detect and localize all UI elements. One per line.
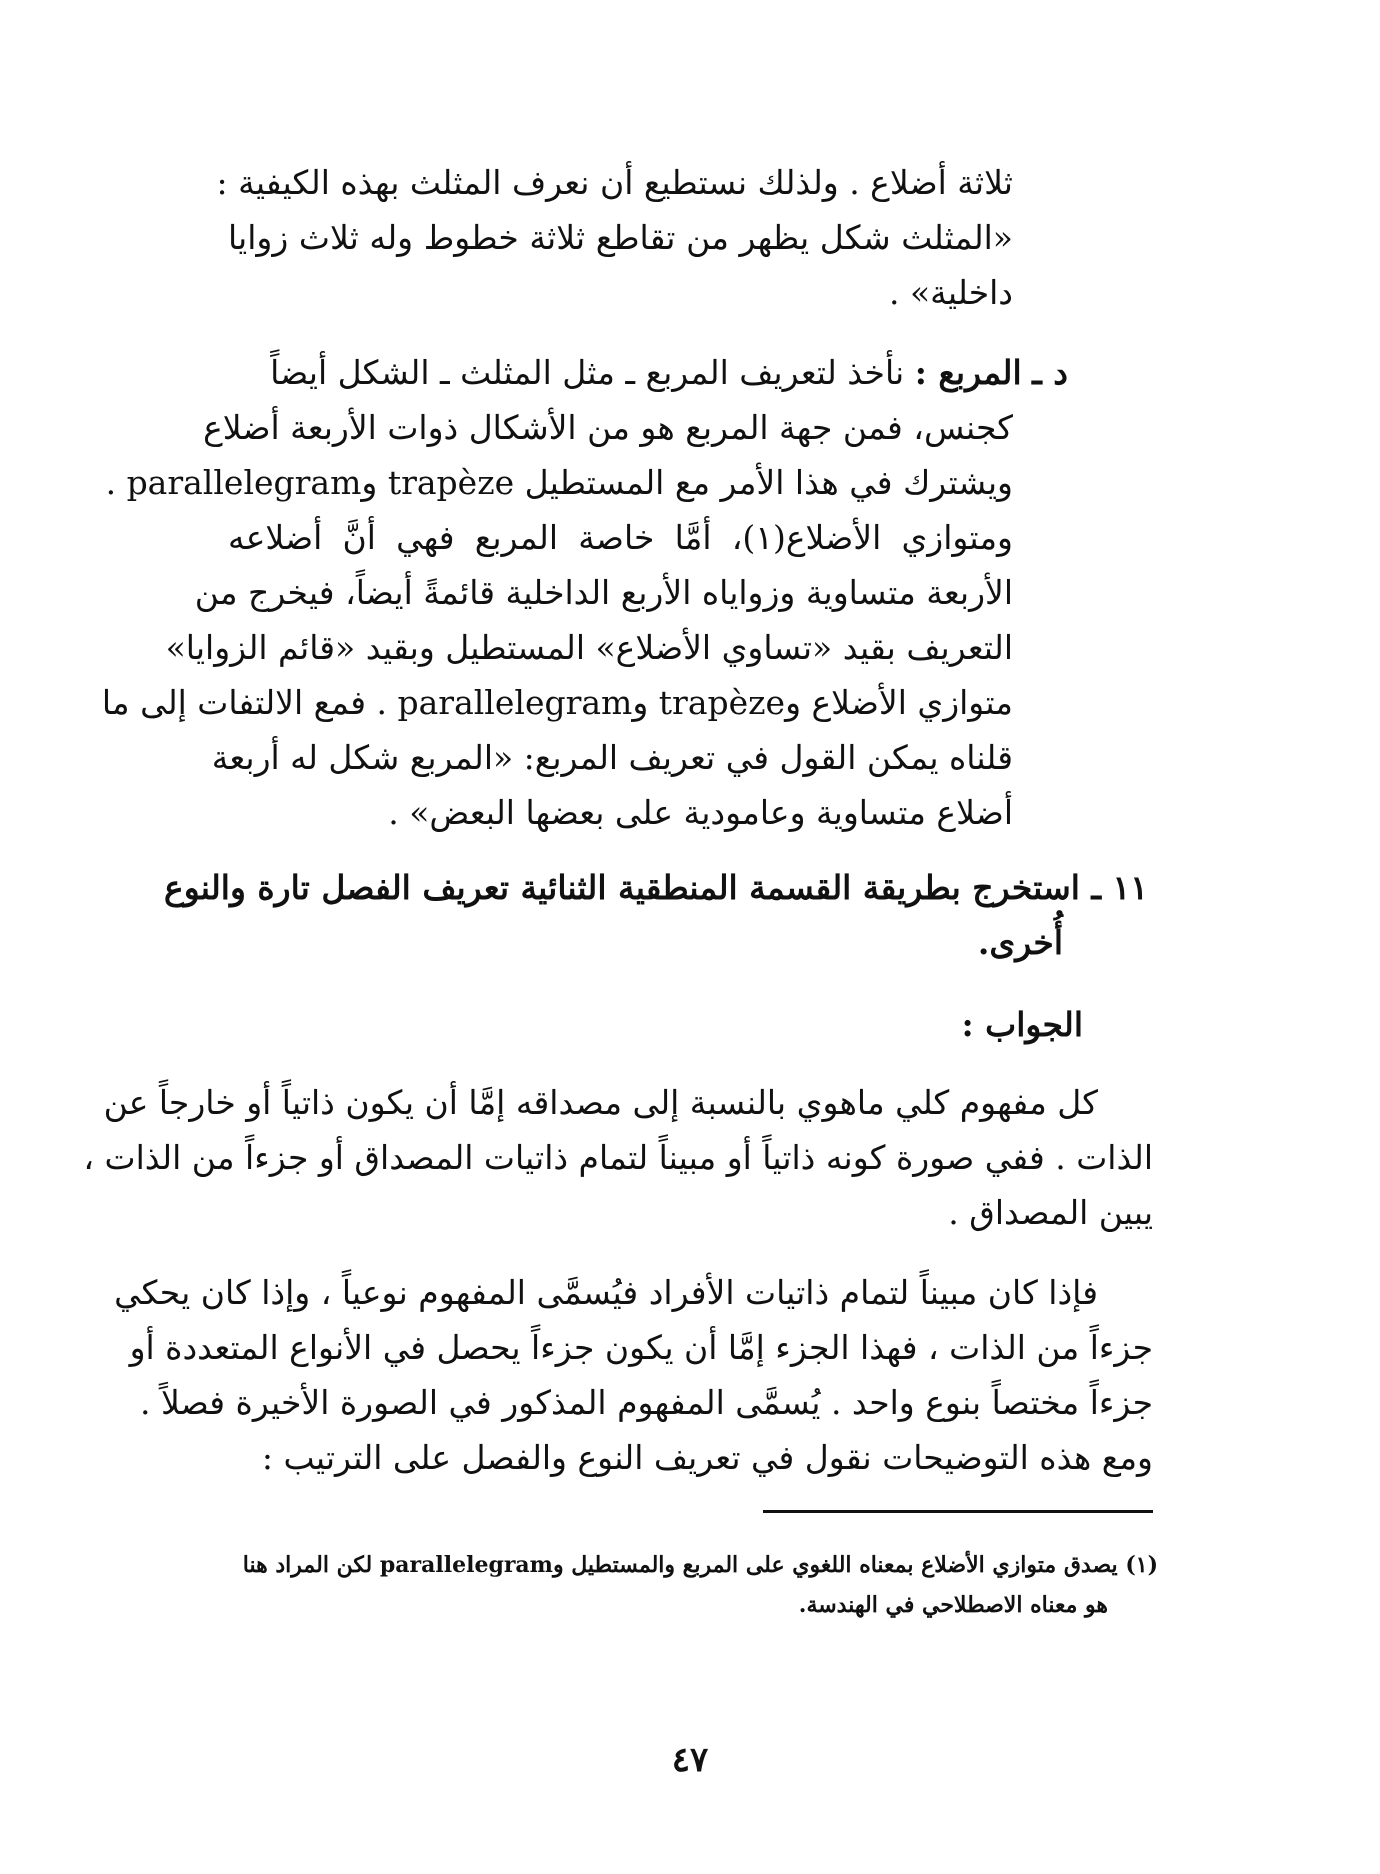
footnote-text: يصدق متوازي الأضلاع بمعناه اللغوي على المربع والمستطيل وparallelegram لكن المراد هنا [242, 1552, 1118, 1578]
footnote-marker: (١) [1125, 1552, 1158, 1578]
line-text: نأخذ لتعريف المربع ـ مثل المثلث ـ الشكل أيضاً [270, 353, 905, 392]
text-line: أضلاع متساوية وعامودية على بعضها البعض» . [388, 793, 1013, 832]
text-line [228, 350, 1068, 396]
text-line: الذات . ففي صورة كونه ذاتياً أو مبيناً لتمام ذاتيات المصداق أو جزءاً من الذات ، [83, 1138, 1153, 1177]
page-number: ٤٧ [671, 1740, 709, 1780]
text-line: ومع هذه التوضيحات نقول في تعريف النوع والفصل على الترتيب : [261, 1438, 1153, 1477]
text-line: يبين المصداق . [948, 1193, 1153, 1232]
text-line: قلناه يمكن القول في تعريف المربع: «المربع شكل له أربعة [211, 738, 1013, 777]
footnote-line [228, 1550, 1158, 1580]
text-line: ومتوازي الأضلاع(١)، أمَّا خاصة المربع فهي أنَّ أضلاعه [228, 518, 1013, 557]
text-line: متوازي الأضلاع وtrapèze وparallelegram . فمع الالتفات إلى ما [101, 683, 1013, 722]
question-text: ١١ ـ استخرج بطريقة القسمة المنطقية الثنائية تعريف الفصل تارة والنوع [164, 868, 1148, 907]
answer-heading: الجواب : [961, 1005, 1083, 1044]
footnote-line: هو معناه الاصطلاحي في الهندسة. [798, 1592, 1108, 1618]
term-label: المربع : [914, 353, 1022, 392]
question-text: أُخرى. [977, 923, 1063, 962]
text-line: كجنس، فمن جهة المربع هو من الأشكال ذوات الأربعة أضلاع [203, 408, 1013, 447]
text-line [216, 160, 1013, 206]
text-line: داخلية» . [888, 273, 1013, 312]
text-line: جزءاً من الذات ، فهذا الجزء إمَّا أن يكون جزءاً يحصل في الأنواع المتعددة أو [129, 1328, 1153, 1367]
text-line: جزءاً مختصاً بنوع واحد . يُسمَّى المفهوم المذكور في الصورة الأخيرة فصلاً . [140, 1383, 1153, 1422]
text-line: ويشترك في هذا الأمر مع المستطيل trapèze وparallelegram . [105, 463, 1013, 502]
text-line: فإذا كان مبيناً لتمام ذاتيات الأفراد فيُسمَّى المفهوم نوعياً ، وإذا كان يحكي [114, 1273, 1098, 1312]
text-line: الأربعة متساوية وزواياه الأربع الداخلية قائمةً أيضاً، فيخرج من [194, 573, 1013, 612]
text-line: التعريف بقيد «تساوي الأضلاع» المستطيل وبقيد «قائم الزوايا» [165, 628, 1013, 667]
line-text: ثلاثة أضلاع . ولذلك نستطيع أن نعرف المثلث بهذه الكيفية : [216, 163, 1013, 202]
text-line: كل مفهوم كلي ماهوي بالنسبة إلى مصداقه إمَّا أن يكون ذاتياً أو خارجاً عن [103, 1083, 1098, 1122]
text-line: «المثلث شكل يظهر من تقاطع ثلاثة خطوط وله ثلاث زوايا [228, 218, 1013, 257]
item-marker: د ـ [1032, 353, 1068, 392]
footnote-divider [763, 1510, 1153, 1513]
